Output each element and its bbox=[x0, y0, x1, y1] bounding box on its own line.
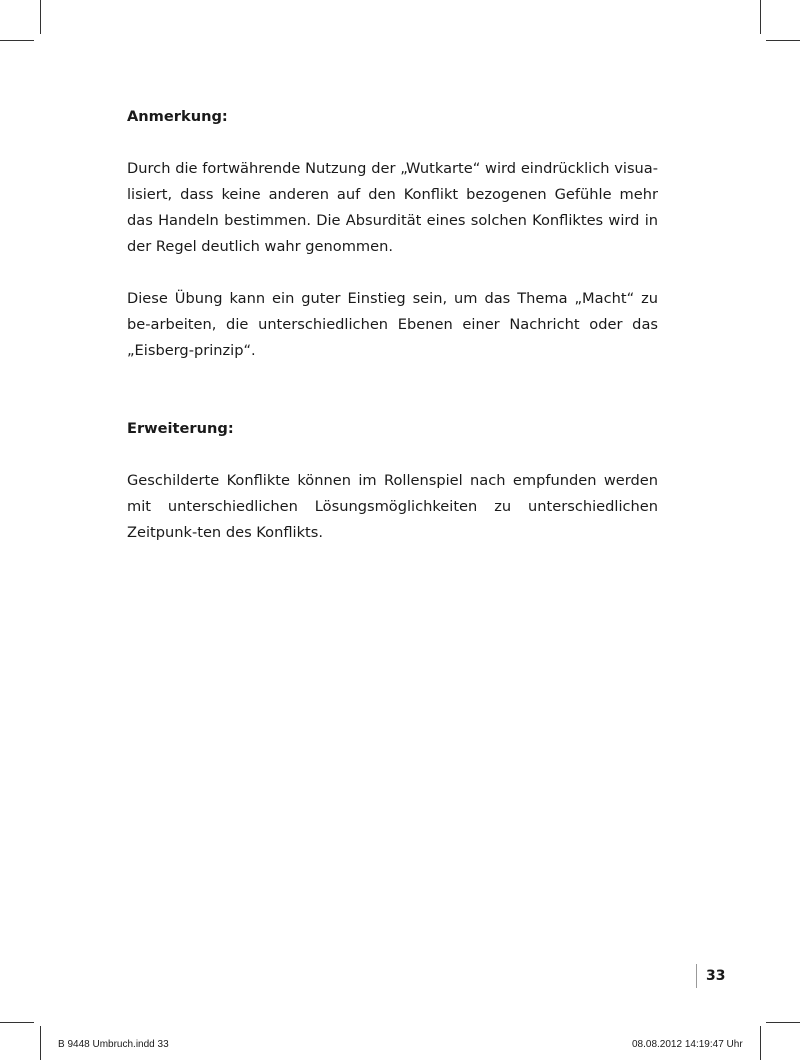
crop-mark-bottom-left-vertical bbox=[40, 1026, 41, 1060]
crop-mark-top-left-horizontal bbox=[0, 40, 34, 41]
spacer bbox=[127, 130, 658, 156]
spacer bbox=[127, 364, 658, 416]
paragraph-anmerkung-2: Diese Übung kann ein guter Einstieg sein, um das Thema „Macht“ zu be-arbeiten, die unterschiedlichen Ebenen einer Nachricht oder das „Eisberg-prinzip“. bbox=[127, 290, 658, 359]
page-body bbox=[127, 104, 658, 546]
crop-mark-top-right-horizontal bbox=[766, 40, 800, 41]
crop-mark-bottom-right-horizontal bbox=[766, 1022, 800, 1023]
page-number: 33 bbox=[706, 968, 726, 984]
spacer bbox=[127, 260, 658, 286]
crop-mark-bottom-left-horizontal bbox=[0, 1022, 34, 1023]
crop-mark-bottom-right-vertical bbox=[760, 1026, 761, 1060]
paragraph-anmerkung-1: Durch die fortwährende Nutzung der „Wutkarte“ wird eindrücklich visua-lisiert, dass keine anderen auf den Konflikt bezogenen Gefühle mehr das Handeln bestimmen. Die Absurdität eines solchen Konfliktes wird in der Regel deutlich wahr genommen. bbox=[127, 160, 658, 255]
page-number-divider bbox=[696, 964, 697, 988]
slug-file-info: B 9448 Umbruch.indd 33 bbox=[58, 1039, 169, 1050]
paragraph-erweiterung-1: Geschilderte Konflikte können im Rollenspiel nach empfunden werden mit unterschiedlichen Lösungsmöglichkeiten zu unterschiedlichen Zeitpunk-ten des Konflikts. bbox=[127, 472, 658, 541]
section-heading-anmerkung: Anmerkung: bbox=[127, 108, 228, 125]
crop-mark-top-right-vertical bbox=[760, 0, 761, 34]
slug-date-info: 08.08.2012 14:19:47 Uhr bbox=[632, 1039, 743, 1050]
spacer bbox=[127, 442, 658, 468]
section-heading-erweiterung: Erweiterung: bbox=[127, 420, 234, 437]
crop-mark-top-left-vertical bbox=[40, 0, 41, 34]
